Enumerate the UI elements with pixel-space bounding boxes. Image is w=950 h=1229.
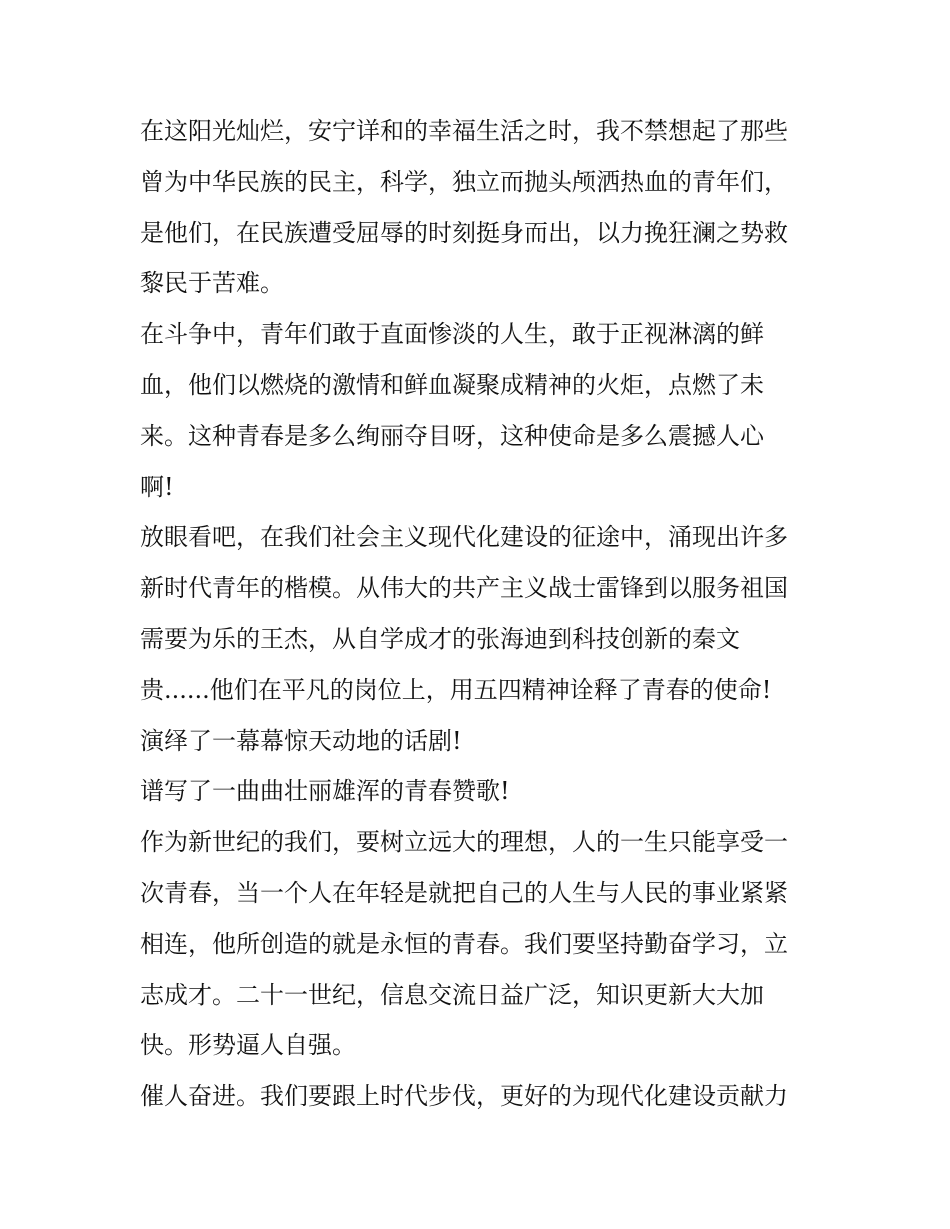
- text-line: 来。这种青春是多么绚丽夺目呀，这种使命是多么震撼人心: [140, 421, 764, 450]
- text-line: 血，他们以燃烧的激情和鲜血凝聚成精神的火炬，点燃了未: [140, 370, 764, 399]
- text-line: 谱写了一曲曲壮丽雄浑的青春赞歌!: [140, 777, 510, 806]
- text-line: 在斗争中，青年们敢于直面惨淡的人生，敢于正视淋漓的鲜: [140, 320, 764, 349]
- text-line: 新时代青年的楷模。从伟大的共产主义战士雷锋到以服务祖国: [140, 574, 788, 603]
- text-line: 曾为中华民族的民主，科学，独立而抛头颅洒热血的青年们，: [140, 167, 788, 196]
- text-line: 黎民于苦难。: [140, 269, 284, 298]
- text-line: 演绎了一幕幕惊天动地的话剧!: [140, 726, 462, 755]
- text-line: 在这阳光灿烂，安宁详和的幸福生活之时，我不禁想起了那些: [140, 117, 788, 145]
- text-line: 需要为乐的王杰，从自学成才的张海迪到科技创新的秦文: [140, 624, 740, 653]
- essay-body: [140, 106, 812, 1122]
- text-line: 快。形势逼人自强。: [140, 1031, 356, 1060]
- text-line: 志成才。二十一世纪，信息交流日益广泛，知识更新大大加: [140, 980, 764, 1009]
- text-line: 放眼看吧，在我们社会主义现代化建设的征途中，涌现出许多: [140, 523, 788, 552]
- text-line: 作为新世纪的我们，要树立远大的理想，人的一生只能享受一: [140, 828, 788, 857]
- text-line: 催人奋进。我们要跟上时代步伐，更好的为现代化建设贡献力: [140, 1082, 788, 1111]
- text-line: 贵......他们在平凡的岗位上，用五四精神诠释了青春的使命!: [140, 675, 772, 704]
- text-line: 相连，他所创造的就是永恒的青春。我们要坚持勤奋学习，立: [140, 929, 788, 958]
- text-line: 啊!: [140, 472, 174, 501]
- text-line: 次青春，当一个人在年轻是就把自己的人生与人民的事业紧紧: [140, 878, 788, 907]
- text-line: 是他们，在民族遭受屈辱的时刻挺身而出，以力挽狂澜之势救: [140, 218, 788, 247]
